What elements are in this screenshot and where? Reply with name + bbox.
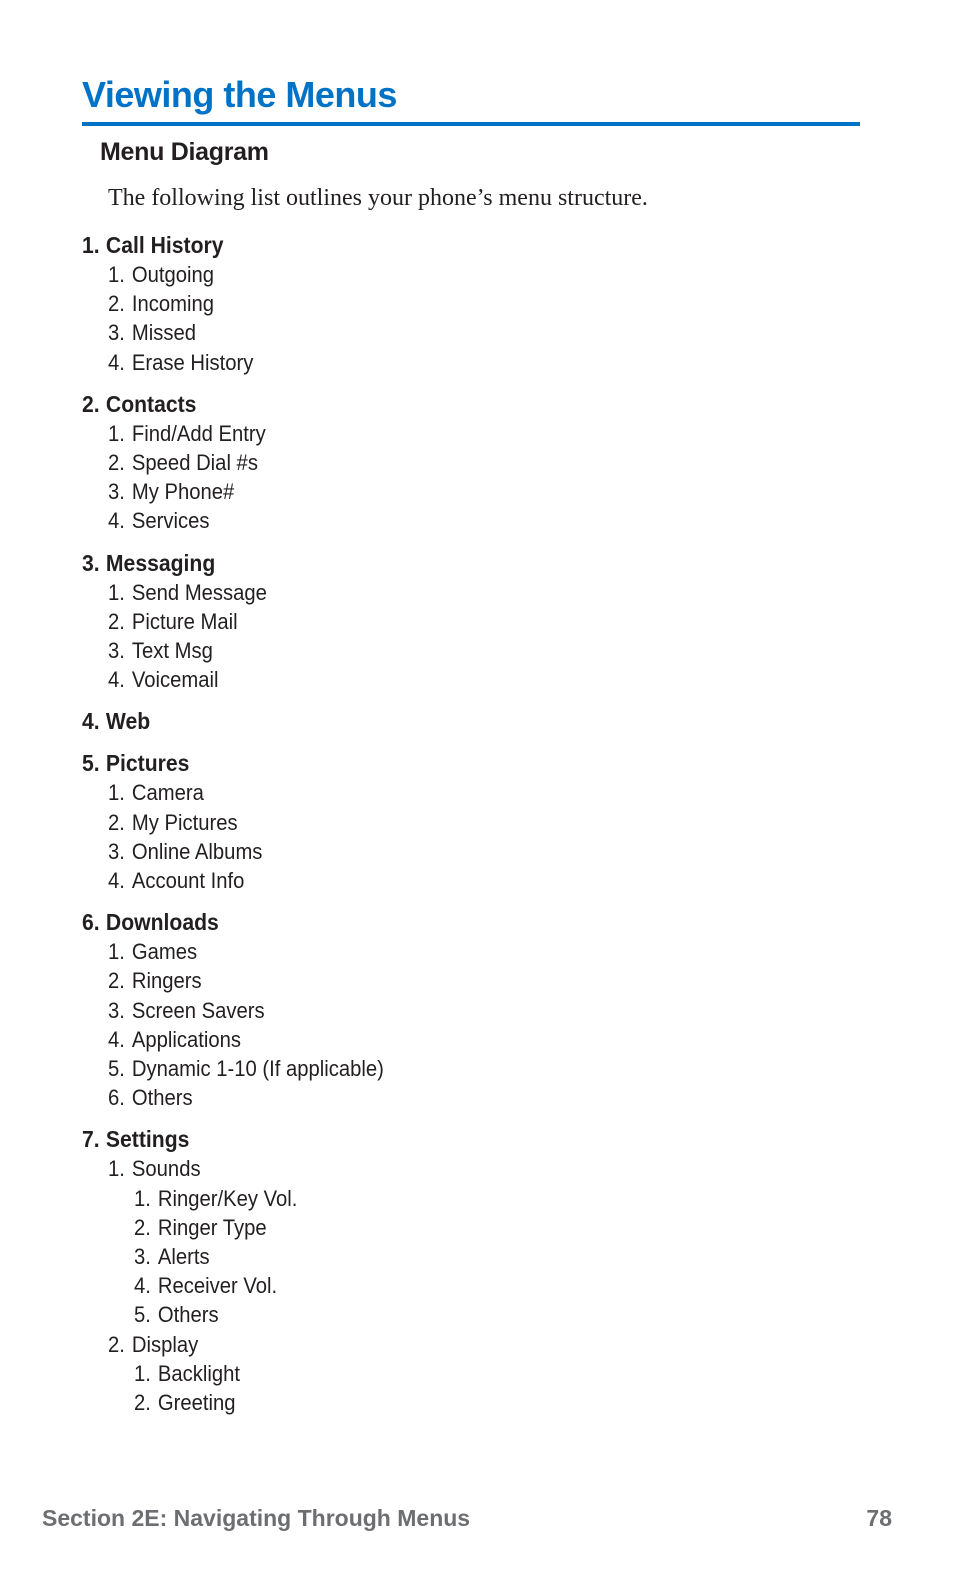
footer-page-number: 78 xyxy=(866,1505,892,1531)
menu-item-label: Games xyxy=(131,939,198,965)
menu-item-number: 3. xyxy=(108,997,125,1023)
menu-item-label: Screen Savers xyxy=(131,997,265,1023)
menu-item-number: 1. xyxy=(108,1156,125,1182)
menu-item-label: Camera xyxy=(131,780,204,806)
menu-category-title xyxy=(82,230,726,260)
menu-item-list xyxy=(108,937,782,1112)
menu-item-number: 4. xyxy=(108,349,125,375)
menu-item-list xyxy=(108,260,782,377)
menu-subitem-number: 2. xyxy=(134,1214,151,1240)
menu-item-number: 3. xyxy=(108,320,125,346)
menu-item-number: 2. xyxy=(108,291,125,317)
menu-item xyxy=(108,477,728,506)
menu-item-label: Speed Dial #s xyxy=(131,450,258,476)
menu-category-title-label: Contacts xyxy=(105,390,197,417)
menu-item-label: Online Albums xyxy=(131,838,263,864)
menu-category-title-label: Call History xyxy=(105,232,224,258)
menu-item-number: 4. xyxy=(108,667,125,693)
menu-category xyxy=(82,1124,782,1417)
menu-item xyxy=(108,1025,728,1054)
menu-item xyxy=(108,966,728,995)
menu-item xyxy=(108,348,728,377)
menu-category-title xyxy=(82,706,726,736)
menu-item-list xyxy=(108,419,782,536)
menu-subitem xyxy=(134,1300,730,1329)
menu-diagram xyxy=(82,230,782,1429)
menu-item xyxy=(108,260,728,289)
menu-category xyxy=(82,748,782,895)
intro-text: The following list outlines your phone’s menu structure. xyxy=(108,185,648,211)
menu-item-label: Ringers xyxy=(131,968,202,994)
menu-category-title xyxy=(82,907,726,937)
menu-subitem-label: Greeting xyxy=(157,1390,236,1416)
menu-category-title-number: 3. xyxy=(82,549,100,576)
menu-item-label: Missed xyxy=(131,320,197,346)
menu-item xyxy=(108,636,728,665)
menu-item-number: 2. xyxy=(108,608,125,634)
menu-item-number: 2. xyxy=(108,450,125,476)
menu-item-number: 1. xyxy=(108,939,125,965)
menu-subitem xyxy=(134,1359,730,1388)
menu-item-label: Incoming xyxy=(131,291,215,317)
menu-category xyxy=(82,706,782,736)
menu-category-title-number: 1. xyxy=(82,232,100,258)
menu-category-title xyxy=(82,748,726,778)
menu-item xyxy=(108,778,728,807)
menu-category xyxy=(82,907,782,1112)
menu-item-number: 2. xyxy=(108,809,125,835)
menu-item-list xyxy=(108,1154,782,1417)
menu-subitem xyxy=(134,1213,730,1242)
menu-item-label: My Pictures xyxy=(131,809,238,835)
menu-item xyxy=(108,837,728,866)
menu-item-number: 1. xyxy=(108,262,125,287)
menu-category-title xyxy=(82,389,726,419)
menu-item xyxy=(108,419,728,448)
menu-subitem xyxy=(134,1184,730,1213)
menu-item xyxy=(108,289,728,318)
menu-item-label: Services xyxy=(131,508,210,534)
menu-item-label: Display xyxy=(131,1331,199,1357)
menu-item-label: Others xyxy=(131,1085,193,1111)
menu-category xyxy=(82,548,782,695)
menu-category-title-label: Settings xyxy=(105,1126,190,1153)
menu-item-number: 4. xyxy=(108,868,125,894)
menu-item-list xyxy=(108,778,782,895)
menu-subitem-number: 5. xyxy=(134,1302,151,1328)
menu-item-number: 4. xyxy=(108,1026,125,1052)
menu-subitem xyxy=(134,1242,730,1271)
menu-item-label: Voicemail xyxy=(131,667,219,693)
menu-item xyxy=(108,1154,728,1183)
page-footer xyxy=(42,1503,892,1533)
menu-item xyxy=(108,1330,728,1359)
menu-subitem-label: Backlight xyxy=(157,1360,241,1386)
menu-item xyxy=(108,318,728,347)
menu-item xyxy=(108,1054,728,1083)
menu-item-label: Erase History xyxy=(131,349,254,375)
page-title: Viewing the Menus xyxy=(82,72,860,126)
menu-item-label: My Phone# xyxy=(131,479,235,505)
menu-item xyxy=(108,578,728,607)
menu-item-number: 3. xyxy=(108,479,125,505)
menu-item-number: 1. xyxy=(108,780,125,806)
menu-item xyxy=(108,665,728,694)
menu-item-number: 2. xyxy=(108,1331,125,1357)
menu-item xyxy=(108,866,728,895)
menu-category-title-number: 6. xyxy=(82,909,100,936)
menu-subitem-label: Ringer Type xyxy=(157,1214,267,1240)
menu-subitem-label: Ringer/Key Vol. xyxy=(157,1185,298,1211)
menu-subitem-number: 1. xyxy=(134,1185,151,1211)
menu-item-number: 3. xyxy=(108,838,125,864)
menu-item-number: 1. xyxy=(108,579,125,605)
menu-category-title-label: Messaging xyxy=(105,549,216,576)
menu-item-number: 5. xyxy=(108,1056,125,1082)
menu-item-number: 6. xyxy=(108,1085,125,1111)
menu-category-title-label: Pictures xyxy=(105,750,190,777)
menu-subitem xyxy=(134,1271,730,1300)
menu-category-title xyxy=(82,548,726,578)
footer-section-title: Section 2E: Navigating Through Menus xyxy=(42,1505,471,1531)
menu-item xyxy=(108,996,728,1025)
menu-subitem-label: Others xyxy=(157,1302,219,1328)
menu-subitem-number: 1. xyxy=(134,1360,151,1386)
menu-item xyxy=(108,448,728,477)
menu-subitem-label: Alerts xyxy=(157,1244,210,1270)
menu-subitem-number: 2. xyxy=(134,1390,151,1416)
menu-category-title-label: Downloads xyxy=(105,909,219,936)
menu-item xyxy=(108,607,728,636)
menu-subitem xyxy=(134,1388,730,1417)
menu-category-title xyxy=(82,1124,726,1154)
menu-category xyxy=(82,389,782,536)
menu-category-title-number: 5. xyxy=(82,750,100,777)
menu-category xyxy=(82,230,782,377)
menu-item xyxy=(108,808,728,837)
menu-item-label: Find/Add Entry xyxy=(131,420,266,446)
menu-item-label: Applications xyxy=(131,1026,242,1052)
menu-category-title-number: 7. xyxy=(82,1126,100,1153)
menu-category-title-number: 2. xyxy=(82,390,100,417)
menu-item xyxy=(108,1083,728,1112)
menu-item-number: 1. xyxy=(108,420,125,446)
menu-subitem-number: 3. xyxy=(134,1244,151,1270)
menu-item-number: 3. xyxy=(108,638,125,664)
menu-subitem-label: Receiver Vol. xyxy=(157,1273,278,1299)
menu-category-title-number: 4. xyxy=(82,708,100,735)
menu-item-label: Account Info xyxy=(131,868,245,894)
menu-item xyxy=(108,937,728,966)
menu-item-number: 4. xyxy=(108,508,125,534)
section-heading: Menu Diagram xyxy=(100,138,269,166)
menu-item-label: Dynamic 1-10 (If applicable) xyxy=(131,1056,384,1082)
menu-category-title-label: Web xyxy=(105,708,151,735)
menu-item xyxy=(108,506,728,535)
menu-item-label: Sounds xyxy=(131,1156,201,1182)
menu-item-label: Send Message xyxy=(131,579,267,605)
menu-item-label: Text Msg xyxy=(131,638,213,664)
menu-item-list xyxy=(108,578,782,695)
menu-subitem-number: 4. xyxy=(134,1273,151,1299)
menu-item-number: 2. xyxy=(108,968,125,994)
menu-item-label: Picture Mail xyxy=(131,608,238,634)
menu-item-label: Outgoing xyxy=(131,262,215,287)
